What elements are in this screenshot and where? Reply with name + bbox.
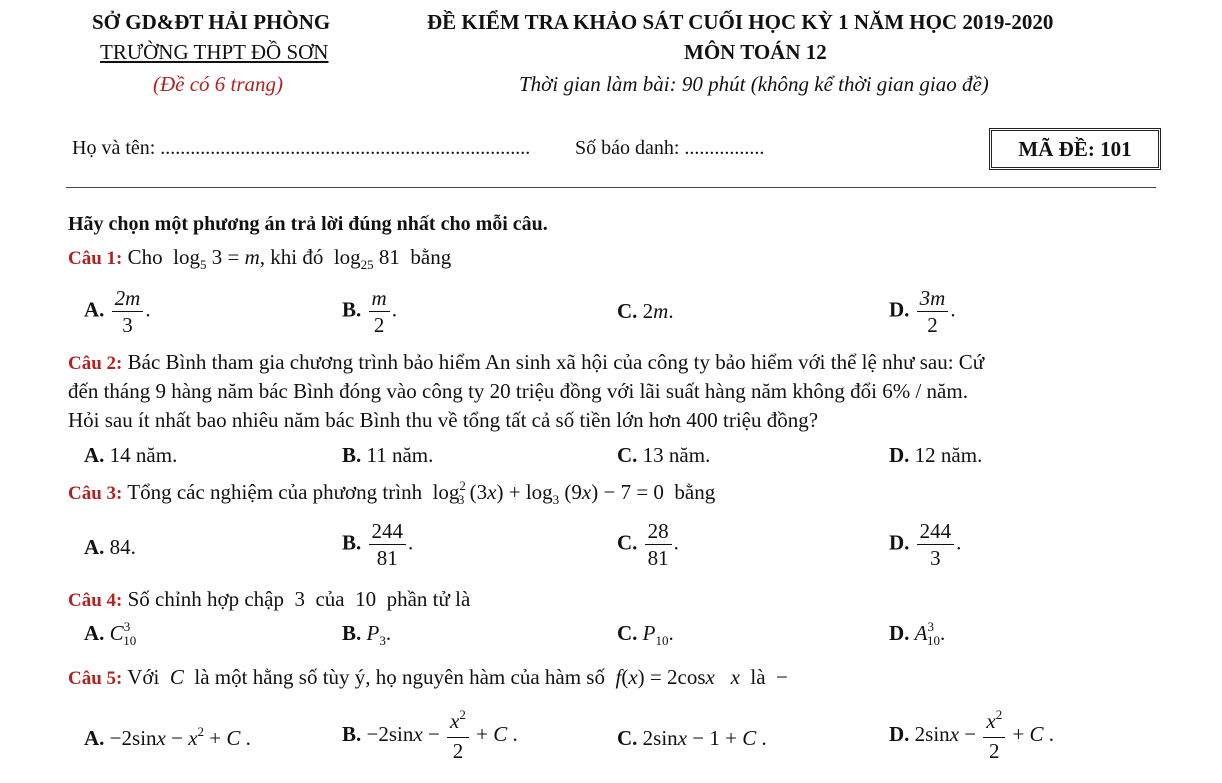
question-text: Số chỉnh hợp chập 3 của 10 phần tử là [127,587,471,611]
instruction-text: Hãy chọn một phương án trả lời đúng nhất cho mỗi câu. [68,213,548,235]
pages-note: (Đề có 6 trang) [153,72,284,96]
q3-option-a[interactable]: A. 84. [84,535,136,559]
question-2-line-1 [68,350,984,375]
q5-option-d[interactable]: D. 2sinx − $\frac{x^2}{2}$ + C . [889,707,1055,763]
question-text: Tổng các nghiệm của phương trình $\log^2_3 (3x) + \log_3 (9x) - 7 = 0$ bằng [127,478,716,507]
question-2-line-3: Hỏi sau ít nhất bao nhiêu năm bác Bình thu về tổng tất cả số tiền lớn hơn 400 triệu đồng? [68,408,819,432]
q1-option-c[interactable]: C. 2m. [617,299,674,323]
question-5 [68,665,788,690]
question-text: Cho $\log_5 3 = m$, khi đó $\log_{25} 81$ bằng [127,245,452,272]
question-label: Câu 5: [68,668,123,689]
department-name: SỞ GD&ĐT HẢI PHÒNG [92,10,331,34]
question-4 [68,587,470,612]
q4-option-d[interactable]: D. $A^3_{10}$. [889,619,946,648]
q1-option-a[interactable]: A. $\frac{2m}{3}$ . [84,286,151,337]
time-note: Thời gian làm bài: 90 phút (không kể thời gian giao đề) [519,72,989,96]
school-name: TRƯỜNG THPT ĐỒ SƠN [100,40,329,64]
question-label: Câu 3: [68,483,123,504]
q2-option-d[interactable]: D. 12 năm. [889,443,983,467]
q3-option-b[interactable]: B. $\frac{244}{81}$ . [342,519,414,570]
exam-title: ĐỀ KIỂM TRA KHẢO SÁT CUỐI HỌC KỲ 1 NĂM HỌC 2019-2020 [427,10,1054,34]
q2-option-c[interactable]: C. 13 năm. [617,443,711,467]
exam-code: MÃ ĐỀ: 101 [1018,136,1132,161]
question-label: Câu 4: [68,590,123,611]
q4-option-b[interactable]: B. $P_3$. [342,621,392,648]
q3-option-c[interactable]: C. $\frac{28}{81}$ . [617,519,679,570]
header-divider [66,187,1156,188]
exam-code-box [989,128,1161,170]
question-1 [68,245,451,270]
question-text: Bác Bình tham gia chương trình bảo hiểm An sinh xã hội của công ty bảo hiểm với thể lệ như sau: Cứ [127,350,985,374]
question-label: Câu 1: [68,248,123,269]
q4-option-c[interactable]: C. $P_{10}$. [617,621,674,648]
question-3 [68,480,715,505]
q5-option-b[interactable]: B. −2sinx − $\frac{x^2}{2}$ + C . [342,707,518,763]
q4-option-a[interactable]: A. $C^3_{10}$ [84,619,137,648]
q1-option-b[interactable]: B. $\frac{m}{2}$ . [342,286,397,337]
candidate-id-field: Số báo danh: ................ [575,137,765,159]
q1-option-d[interactable]: D. $\frac{3m}{2}$ . [889,286,956,337]
question-text: Với C là một hằng số tùy ý, họ nguyên hàm của hàm số f(x) = 2cosx x là − [127,665,788,689]
q3-option-d[interactable]: D. $\frac{244}{3}$ . [889,519,962,570]
candidate-name-field: Họ và tên: .......................................................................... [72,137,531,159]
q2-option-b[interactable]: B. 11 năm. [342,443,434,467]
q2-option-a[interactable]: A. 14 năm. [84,443,178,467]
q5-option-a[interactable]: A. $-2\sin x - x^2 + C$ . [84,724,251,750]
question-label: Câu 2: [68,353,123,374]
subject-title: MÔN TOÁN 12 [684,40,827,64]
question-2-line-2: đến tháng 9 hàng năm bác Bình đóng vào công ty 20 triệu đồng với lãi suất hàng năm không đổi 6% / năm. [68,379,968,403]
q5-option-c[interactable]: C. 2sinx − 1 + C . [617,726,767,750]
